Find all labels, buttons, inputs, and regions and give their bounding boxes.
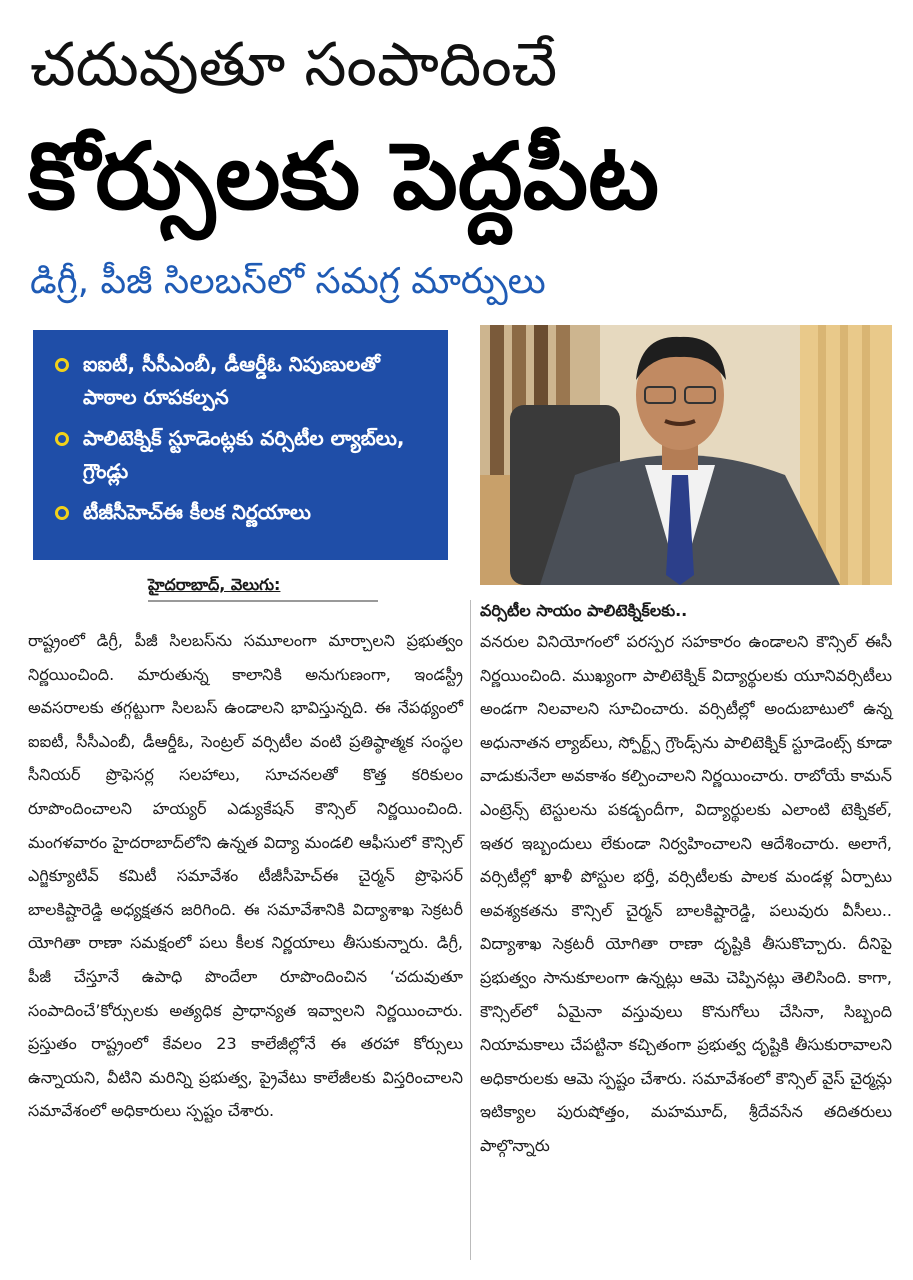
highlight-item [55, 422, 432, 488]
highlights-box [33, 330, 448, 560]
article-body-left [28, 624, 463, 1254]
highlight-item [55, 496, 432, 529]
bullet-circle-icon [55, 506, 69, 520]
highlight-item [55, 348, 432, 414]
bullet-circle-icon [55, 432, 69, 446]
right-column-subheading: వర్సిటీల సాయం పాలిటెక్నిక్‌లకు.. [480, 601, 688, 620]
bullet-circle-icon [55, 358, 69, 372]
headline-line-1: చదువుతూ సంపాదించే [30, 30, 558, 100]
headline-line-2: కోర్సులకు పెద్దపీట [28, 123, 660, 230]
portrait-illustration [480, 325, 892, 585]
highlight-text: టీజీసీహెచ్ఈ కీలక నిర్ణయాలు [83, 500, 311, 524]
right-paragraph: వనరుల వినియోగంలో పరస్పర సహకారం ఉండాలని కౌన్సిల్ ఈసీ నిర్ణయించింది. ముఖ్యంగా పాలిటెక్నిక్ విద్యార్థులకు యూనివర్సిటీలు అండగా నిలవాలని సూచించారు. వర్సిటీల్లో అందుబాటులో ఉన్న అధునాతన ల్యాబ్‌లు, స్పోర్ట్స్ గ్రౌండ్స్‌ను పాలిటెక్నిక్ స్టూడెంట్స్ కూడా వాడుకునేలా అవకాశం కల్పించాలని నిర్ణయించారు. రాబోయే కామన్ ఎంట్రెన్స్ టెస్టులను పకడ్బందీగా, విద్యార్థులకు ఎలాంటి టెక్నికల్, ఇతర ఇబ్బందులు లేకుండా నిర్వహించాలని ఆదేశించారు. అలాగే, వర్సిటీల్లో ఖాళీ పోస్టుల భర్తీ, వర్సిటీలకు పాలక మండళ్ల ఏర్పాటు అవశ్యకతను కౌన్సిల్ చైర్మన్ బాలకిష్టారెడ్డి, పలువురు వీసీలు.. విద్యాశాఖ సెక్రటరీ యోగితా రాణా దృష్టికి తీసుకొచ్చారు. దీనిపై ప్రభుత్వం సానుకూలంగా ఉన్నట్లు ఆమె చెప్పినట్లు తెలిసింది. కాగా, కౌన్సిల్‌లో ఏమైనా వస్తువులు కొనుగోలు చేసినా, సిబ్బంది నియామకాలు చేపట్టినా కచ్చితంగా ప్రభుత్వ దృష్టికి తీసుకురావాలని అధికారులకు ఆమె స్పష్టం చేశారు. సమావేశంలో కౌన్సిల్ వైస్ చైర్మన్లు ఇటిక్యాల పురుషోత్తం, మహమూద్, శ్రీదేవసేన తదితరులు పాల్గొన్నారు [480, 632, 892, 1155]
chairman-photo [480, 325, 892, 585]
dateline: హైదరాబాద్, వెలుగు: [148, 570, 378, 602]
highlight-text: పాలిటెక్నిక్ స్టూడెంట్లకు వర్సిటీల ల్యాబ్‌లు, గ్రౌండ్లు [83, 426, 405, 483]
sub-headline: డిగ్రీ, పీజీ సిలబస్‌లో సమగ్ర మార్పులు [30, 261, 546, 302]
column-divider [470, 600, 471, 1260]
highlight-text: ఐఐటీ, సీసీఎంబీ, డీఆర్డీఓ నిపుణులతో పాఠాల రూపకల్పన [83, 352, 380, 409]
article-body-right [480, 625, 892, 1265]
left-paragraph: రాష్ట్రంలో డిగ్రీ, పీజీ సిలబస్‌ను సమూలంగా మార్చాలని ప్రభుత్వం నిర్ణయించింది. మారుతున్న కాలానికి అనుగుణంగా, ఇండస్ట్రీ అవసరాలకు తగ్గట్టుగా సిలబస్ ఉండాలని భావిస్తున్నది. ఈ నేపథ్యంలో ఐఐటీ, సీసీఎంబీ, డీఆర్డీఓ, సెంట్రల్ వర్సిటీల వంటి ప్రతిష్ఠాత్మక సంస్థల సీనియర్ ప్రొఫెసర్ల సలహాలు, సూచనలతో కొత్త కరికులం రూపొందించాలని హయ్యర్ ఎడ్యుకేషన్ కౌన్సిల్ నిర్ణయించింది. మంగళవారం హైదరాబాద్‌లోని ఉన్నత విద్యా మండలి ఆఫీసులో కౌన్సిల్ ఎగ్జిక్యూటివ్ కమిటీ సమావేశం టీజీసీహెచ్ఈ చైర్మన్ ప్రొఫెసర్ బాలకిష్టారెడ్డి అధ్యక్షతన జరిగింది. ఈ సమావేశానికి విద్యాశాఖ సెక్రటరీ యోగితా రాణా సమక్షంలో పలు కీలక నిర్ణయాలు తీసుకున్నారు. డిగ్రీ, పీజీ చేస్తూనే ఉపాధి పొందేలా రూపొందించిన ‘చదువుతూ సంపాదించే’కోర్సులకు అత్యధిక ప్రాధాన్యత ఇవ్వాలని నిర్ణయించారు. ప్రస్తుతం రాష్ట్రంలో కేవలం 23 కాలేజీల్లోనే ఈ తరహా కోర్సులు ఉన్నాయని, వీటిని మరిన్ని ప్రభుత్వ, ప్రైవేటు కాలేజీలకు విస్తరించాలని సమావేశంలో అధికారులు స్పష్టం చేశారు. [28, 631, 463, 1121]
